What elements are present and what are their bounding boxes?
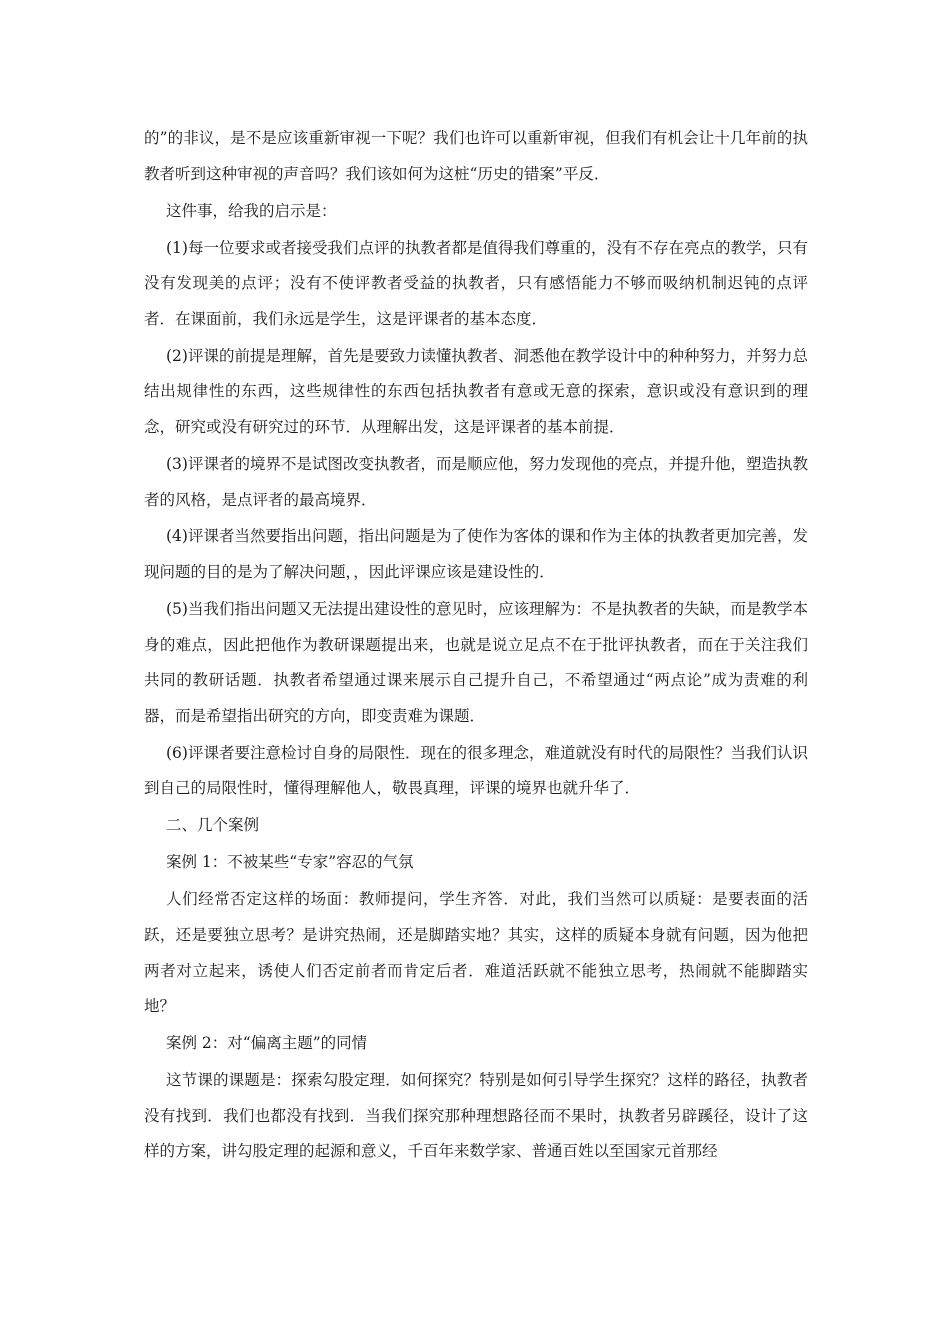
paragraph-point-4: (4)评课者当然要指出问题，指出问题是为了使作为客体的课和作为主体的执教者更加完善，发现问题的目的是为了解决问题，，因此评课应该是建设性的． xyxy=(144,527,808,582)
paragraph-point-3: (3)评课者的境界不是试图改变执教者，而是顺应他，努力发现他的亮点，并提升他，塑造执教者的风格，是点评者的最高境界． xyxy=(144,454,808,509)
paragraph-point-1: (1)每一位要求或者接受我们点评的执教者都是值得我们尊重的，没有不存在亮点的教学，只有没有发现美的点评；没有不使评教者受益的执教者，只有感悟能力不够而吸纳机制迟钝的点评者．在课面前，我们永远是学生，这是评课者的基本态度． xyxy=(144,238,808,328)
document-page xyxy=(144,121,808,1171)
case-2-heading: 案例 2：对“偏离主题”的同情 xyxy=(166,1034,368,1053)
case-2-body: 这节课的课题是：探索勾股定理．如何探究？特别是如何引导学生探究？这样的路径，执教者没有找到．我们也都没有找到．当我们探究那种理想路径而不果时，执教者另辟蹊径，设计了这样的方案，讲勾股定理的起源和意义，千百年来数学家、普通百姓以至国家元首那经 xyxy=(144,1071,808,1161)
paragraph-intro: 这件事，给我的启示是： xyxy=(166,201,337,220)
case-1-body: 人们经常否定这样的场面：教师提问，学生齐答．对此，我们当然可以质疑：是要表面的活跃，还是要独立思考？是讲究热闹，还是脚踏实地？其实，这样的质疑本身就有问题，因为他把两者对立起来，诱使人们否定前者而肯定后者．难道活跃就不能独立思考，热闹就不能脚踏实地？ xyxy=(144,890,808,1016)
paragraph-point-5: (5)当我们指出问题又无法提出建设性的意见时，应该理解为：不是执教者的失缺，而是教学本身的难点，因此把他作为教研课题提出来，也就是说立足点不在于批评执教者，而在于关注我们共同的教研话题．执教者希望通过课来展示自己提升自己，不希望通过“两点论”成为责难的利器，而是希望指出研究的方向，即变责难为课题． xyxy=(144,600,808,725)
section-heading: 二、几个案例 xyxy=(166,816,260,835)
paragraph-point-6: (6)评课者要注意检讨自身的局限性．现在的很多理念，难道就没有时代的局限性？当我们认识到自己的局限性时，懂得理解他人，敬畏真理，评课的境界也就升华了． xyxy=(144,743,808,798)
paragraph-point-2: (2)评课的前提是理解，首先是要致力读懂执教者、洞悉他在教学设计中的种种努力，并努力总结出规律性的东西，这些规律性的东西包括执教者有意或无意的探索，意识或没有意识到的理念，研究或没有研究过的环节．从理解出发，这是评课者的基本前提． xyxy=(144,346,808,436)
case-1-heading: 案例 1：不被某些“专家”容忍的气氛 xyxy=(166,853,414,872)
paragraph-continuation: 的”的非议，是不是应该重新审视一下呢？我们也许可以重新审视，但我们有机会让十几年前的执教者听到这种审视的声音吗？我们该如何为这桩“历史的错案”平反． xyxy=(144,129,808,183)
